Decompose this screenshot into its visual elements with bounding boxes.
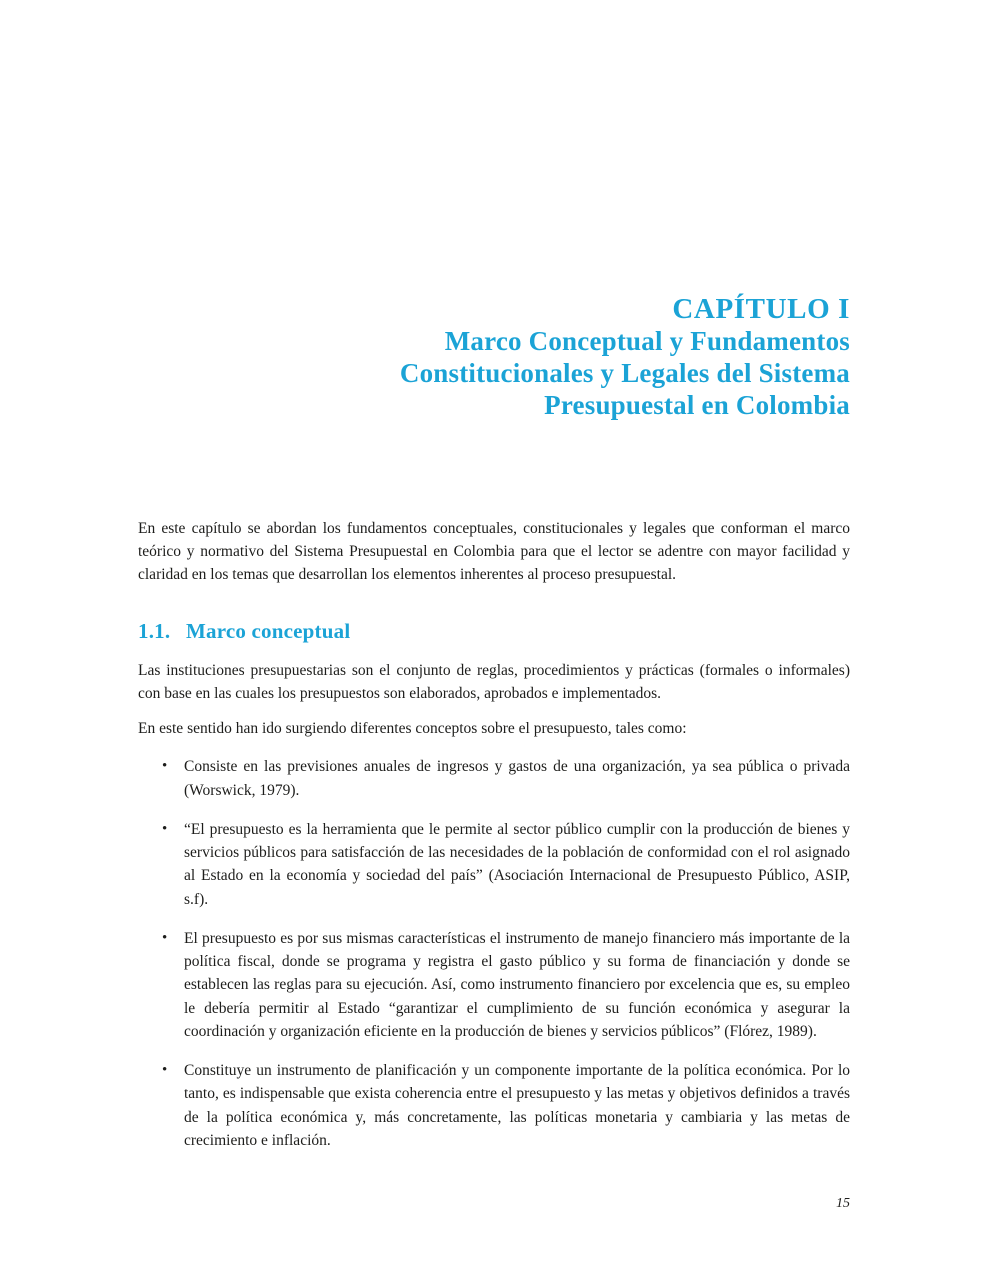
chapter-title-line-3: Presupuestal en Colombia — [544, 389, 850, 420]
intro-paragraph: En este capítulo se abordan los fundamentos conceptuales, constitucionales y legales que conforman el marco teórico y normativo del Sistema Presupuestal en Colombia para que el lector se adentre con mayor facilidad y claridad en los temas que desarrollan los elementos inherentes al proceso presupuestal. — [138, 519, 850, 583]
section-number: 1.1. — [138, 618, 171, 643]
chapter-title-block — [138, 292, 850, 422]
section-heading — [138, 619, 850, 644]
section-paragraph-2: En este sentido han ido surgiendo diferentes conceptos sobre el presupuesto, tales como: — [138, 720, 687, 738]
list-item: • Consiste en las previsiones anuales de ingresos y gastos de una organización, ya sea pública o privada (Worswick, 1979). — [138, 755, 850, 802]
chapter-title-line-2: Constitucionales y Legales del Sistema — [399, 358, 850, 389]
concept-list — [138, 755, 850, 1152]
chapter-title-line-1: Marco Conceptual y Fundamentos — [444, 326, 850, 357]
intro-block — [138, 518, 850, 587]
chapter-label: CAPÍTULO I — [672, 293, 850, 325]
list-item: • El presupuesto es por sus mismas características el instrumento de manejo financiero más importante de la política fiscal, donde se programa y registra el gasto público y su forma de financiación y donde se establecen las reglas para su ejecución. Así, como instrumento financiero por excelencia que es, su empleo le debería permitir al Estado “garantizar el cumplimiento de su función económica y asegurar la coordinación y organización eficiente en la producción de bienes y servicios públicos” (Flórez, 1989). — [138, 927, 850, 1043]
list-item: • Constituye un instrumento de planificación y un componente importante de la política económica. Por lo tanto, es indispensable que exista coherencia entre el presupuesto y las metas y objetivos definidos a través de la política económica y, más concretamente, las políticas monetaria y cambiaria y las metas de crecimiento e inflación. — [138, 1059, 850, 1152]
page-number: 15 — [836, 1196, 850, 1211]
section-title: Marco conceptual — [186, 618, 351, 643]
page-content — [138, 0, 850, 1168]
section-paragraph-1: Las instituciones presupuestarias son el conjunto de reglas, procedimientos y prácticas (formales o informales) con base en las cuales los presupuestos son elaborados, aprobados e implementados. — [138, 661, 850, 702]
list-item: • “El presupuesto es la herramienta que le permite al sector público cumplir con la producción de bienes y servicios públicos para satisfacción de las necesidades de la población de conformidad con el rol asignado al Estado en la economía y sociedad del país” (Asociación Internacional de Presupuesto Público, ASIP, s.f). — [138, 818, 850, 911]
